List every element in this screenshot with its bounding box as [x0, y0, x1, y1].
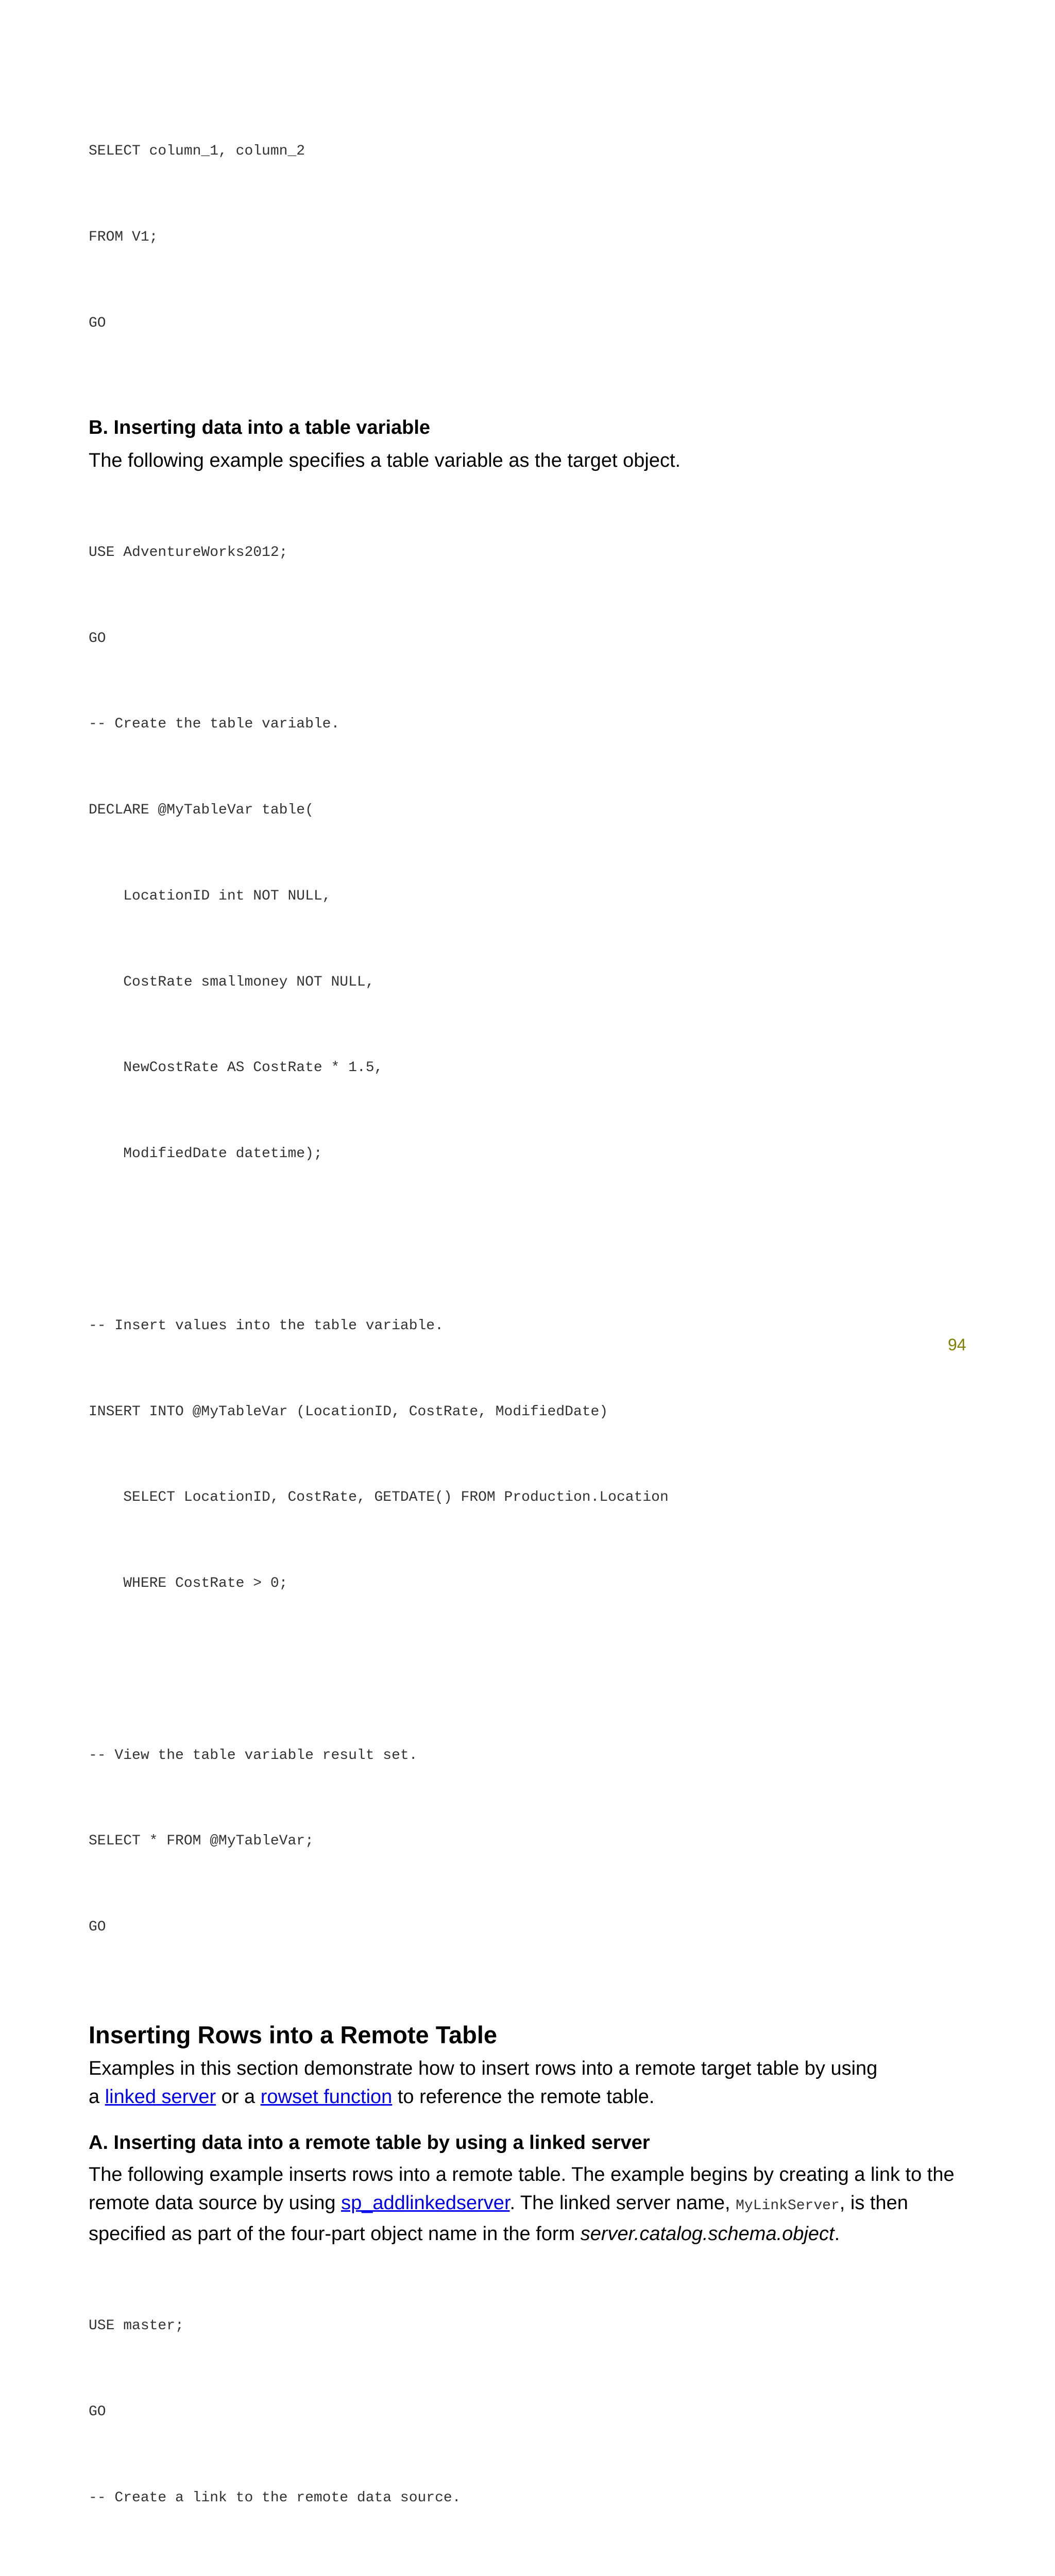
code-line: GO: [89, 1919, 106, 1936]
code-line: [89, 2570, 975, 2576]
page-number: 94: [948, 1335, 966, 1354]
code-line: [89, 1226, 975, 1255]
code-line: USE AdventureWorks2012;: [89, 544, 288, 561]
paragraph-text: Examples in this section demonstrate how to insert rows into a remote target table by using: [89, 2058, 878, 2079]
code-line: DECLARE @MyTableVar table(: [89, 802, 314, 819]
code-line: [89, 1655, 975, 1684]
code-line: CostRate smallmoney NOT NULL,: [89, 974, 375, 990]
paragraph-text: The following example inserts rows into a remote table. The example begins by creating a link to the remote data source by using: [89, 2164, 955, 2214]
code-line: -- Create the table variable.: [89, 716, 340, 733]
section-a-heading: A. Inserting data into a remote table by using a linked server: [89, 2132, 650, 2154]
code-line: -- Create a link to the remote data source.: [89, 2489, 461, 2506]
document-page: [89, 80, 975, 2576]
code-line: SELECT * FROM @MyTableVar;: [89, 1833, 314, 1850]
code-line: LocationID int NOT NULL,: [89, 888, 331, 904]
code-block-linked-server: [89, 2255, 975, 2576]
rowset-function-link[interactable]: rowset function: [260, 2086, 393, 2108]
section-b-paragraph: The following example specifies a table variable as the target object.: [89, 449, 681, 471]
section-b-heading: B. Inserting data into a table variable: [89, 416, 431, 438]
code-line: SELECT column_1, column_2: [89, 143, 305, 160]
code-line: USE master;: [89, 2318, 184, 2334]
section-a-paragraph: [89, 2161, 975, 2248]
code-line: -- View the table variable result set.: [89, 1747, 418, 1764]
remote-table-paragraph: [89, 2055, 975, 2111]
code-line: -- Insert values into the table variable.: [89, 1317, 444, 1334]
paragraph-text: a: [89, 2086, 105, 2108]
linked-server-link[interactable]: linked server: [105, 2086, 216, 2108]
remote-table-heading: Inserting Rows into a Remote Table: [89, 2021, 498, 2048]
code-line: GO: [89, 2403, 106, 2420]
paragraph-text: or a: [216, 2086, 261, 2108]
code-line: SELECT LocationID, CostRate, GETDATE() FROM Production.Location: [89, 1489, 669, 1506]
paragraph-text: .: [834, 2223, 840, 2245]
paragraph-text: . The linked server name,: [509, 2192, 736, 2214]
paragraph-text: to reference the remote table.: [392, 2086, 655, 2108]
code-line: GO: [89, 315, 106, 331]
code-line: GO: [89, 630, 106, 647]
paragraph-text: , is then specified as part of the four-part object name in the form: [89, 2192, 908, 2245]
code-line: WHERE CostRate > 0;: [89, 1575, 288, 1592]
code-block-select-view: [89, 80, 975, 395]
code-line: INSERT INTO @MyTableVar (LocationID, CostRate, ModifiedDate): [89, 1403, 608, 1420]
sp-addlinkedserver-link[interactable]: sp_addlinkedserver: [341, 2192, 510, 2214]
code-line: FROM V1;: [89, 229, 158, 245]
code-block-table-variable: [89, 481, 975, 1999]
italic-object-name: server.catalog.schema.object: [580, 2223, 835, 2245]
code-line: NewCostRate AS CostRate * 1.5,: [89, 1060, 383, 1076]
code-line: ModifiedDate datetime);: [89, 1146, 322, 1162]
inline-code-server-name: MyLinkServer: [736, 2198, 840, 2214]
